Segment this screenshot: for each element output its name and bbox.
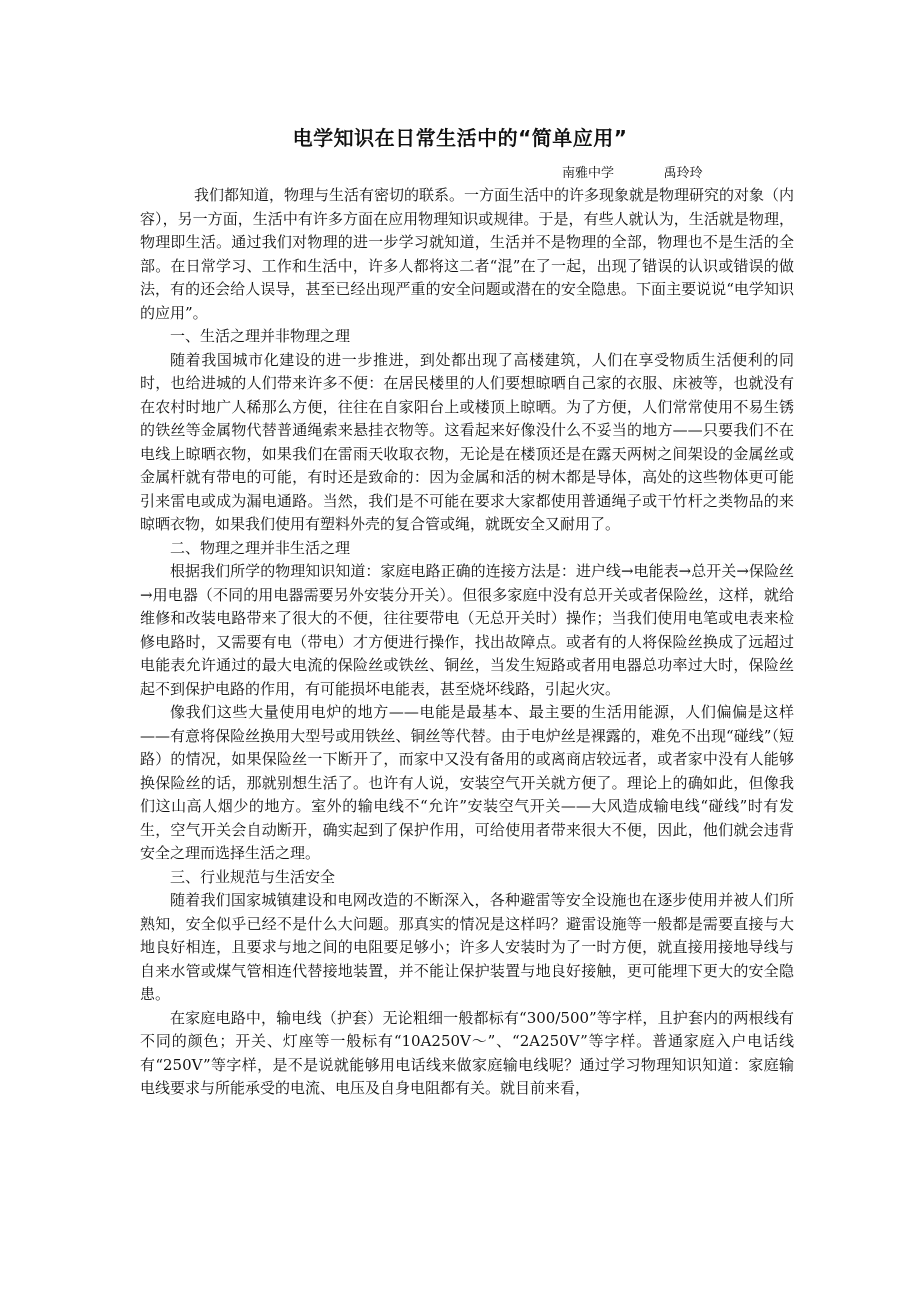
byline: [562, 162, 703, 181]
section-heading: 一、生活之理并非物理之理: [170, 327, 351, 345]
paragraph: 根据我们所学的物理知识知道：家庭电路正确的连接方法是：进户线→电能表→总开关→保险丝→用电器（不同的用电器需要另外安装分开关）。但很多家庭中没有总开关或者保险丝，这样，就给维修和改装电路带来了很大的不便，往往要带电（无总开关时）操作；当我们使用电笔或电表来检修电路时，又需要有电（带电）才方便进行操作，找出故障点。或者有的人将保险丝换成了远超过电能表允许通过的最大电流的保险丝或铁丝、铜丝，当发生短路或者用电器总功率过大时，保险丝起不到保护电路的作用，有可能损坏电能表，甚至烧坏线路，引起火灾。: [140, 562, 794, 698]
paragraph: 像我们这些大量使用电炉的地方——电能是最基本、最主要的生活用能源，人们偏偏是这样——有意将保险丝换用大型号或用铁丝、铜丝等代替。由于电炉丝是裸露的，难免不出现“碰线”（短路）的情况，如果保险丝一下断开了，而家中又没有备用的或离商店较远者，或者家中没有人能够换保险丝的话，那就别想生活了。也许有人说，安装空气开关就方便了。理论上的确如此，但像我们这山高人烟少的地方。室外的输电线不“允许”安装空气开关——大风造成输电线“碰线”时有发生，空气开关会自动断开，确实起到了保护作用，可给使用者带来很大不便，因此，他们就会违背安全之理而选择生活之理。: [140, 703, 794, 862]
paragraph: 随着我们国家城镇建设和电网改造的不断深入，各种避雷等安全设施也在逐步使用并被人们所熟知，安全似乎已经不是什么大问题。那真实的情况是这样吗？避雷设施等一般都是需要直接与大地良好相连，且要求与地之间的电阻要足够小；许多人安装时为了一时方便，就直接用接地导线与自来水管或煤气管相连代替接地装置，并不能让保护装置与地良好接触，更可能埋下更大的安全隐患。: [140, 891, 794, 1003]
author-school: 南雅中学: [562, 166, 615, 181]
document-title: 电学知识在日常生活中的“简单应用”: [292, 126, 628, 150]
paragraph: 在家庭电路中，输电线（护套）无论粗细一般都标有“300/500”等字样，且护套内的两根线有不同的颜色；开关、灯座等一般标有“10A250V～”、“2A250V”等字样。普通家庭入户电话线有“250V”等字样，是不是说就能够用电话线来做家庭输电线呢？通过学习物理知识知道：家庭输电线要求与所能承受的电流、电压及自身电阻都有关。就目前来看，: [140, 1008, 794, 1097]
document-body: [140, 184, 794, 1101]
paragraph: 随着我国城市化建设的进一步推进，到处都出现了高楼建筑，人们在享受物质生活便利的同时，也给进城的人们带来许多不便：在居民楼里的人们要想晾晒自己家的衣服、床被等，也就没有在农村时地广人稀那么方便，往往在自家阳台上或楼顶上晾晒。为了方便，人们常常使用不易生锈的铁丝等金属物代替普通绳索来悬挂衣物等。这看起来好像没什么不妥当的地方——只要我们不在电线上晾晒衣物，如果我们在雷雨天收取衣物，无论是在楼顶还是在露天两树之间架设的金属丝或金属杆就有带电的可能，有时还是致命的：因为金属和活的树木都是导体，高处的这些物体更可能引来雷电或成为漏电通路。当然，我们是不可能在要求大家都使用普通绳子或干竹杆之类物品的来晾晒衣物，如果我们使用有塑料外壳的复合管或绳，就既安全又耐用了。: [140, 350, 794, 533]
author-name: 禹玲玲: [663, 166, 703, 181]
section-heading: 三、行业规范与生活安全: [170, 867, 336, 886]
paragraph: 我们都知道，物理与生活有密切的联系。一方面生活中的许多现象就是物理研究的对象（内容），另一方面，生活中有许多方面在应用物理知识或规律。于是，有些人就认为，生活就是物理，物理即生活。通过我们对物理的进一步学习就知道，生活并不是物理的全部，物理也不是生活的全部。在日常学习、工作和生活中，许多人都将这二者“混”在了一起，出现了错误的认识或错误的做法，有的还会给人误导，甚至已经出现严重的安全问题或潜在的安全隐患。下面主要说说“电学知识的应用”。: [140, 186, 795, 322]
section-heading: 二、物理之理并非生活之理: [170, 538, 351, 557]
